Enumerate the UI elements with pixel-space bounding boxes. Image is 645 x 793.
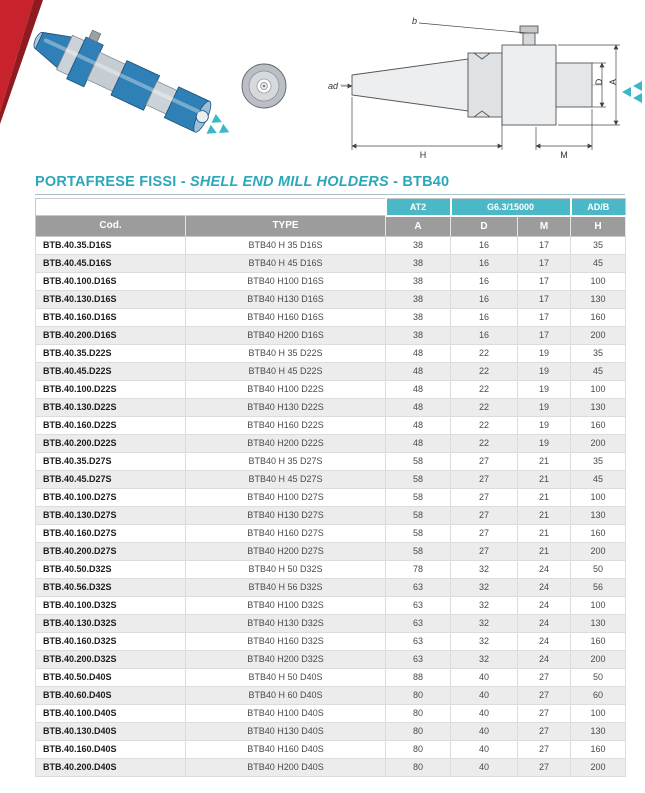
cod-cell: BTB.40.200.D32S (36, 650, 186, 668)
dim-h-cell: 56 (571, 578, 626, 596)
title-model: BTB40 (402, 174, 450, 190)
dim-a-cell: 38 (386, 272, 451, 290)
dim-a-cell: 88 (386, 668, 451, 686)
cod-cell: BTB.40.45.D22S (36, 362, 186, 380)
table-row (36, 254, 626, 272)
type-cell: BTB40 H 50 D32S (186, 560, 386, 578)
type-cell: BTB40 H100 D22S (186, 380, 386, 398)
cod-cell: BTB.40.45.D27S (36, 470, 186, 488)
dim-d-cell: 22 (451, 434, 518, 452)
dim-m-cell: 17 (518, 272, 571, 290)
cod-cell: BTB.40.50.D32S (36, 560, 186, 578)
cod-cell: BTB.40.200.D40S (36, 758, 186, 776)
dim-m-cell: 27 (518, 686, 571, 704)
table-row (36, 416, 626, 434)
table-row (36, 596, 626, 614)
cod-cell: BTB.40.200.D22S (36, 434, 186, 452)
dim-label-ad: ad (328, 81, 339, 91)
title-english: SHELL END MILL HOLDERS (190, 174, 389, 190)
type-cell: BTB40 H130 D27S (186, 506, 386, 524)
type-cell: BTB40 H 45 D27S (186, 470, 386, 488)
dim-d-cell: 32 (451, 596, 518, 614)
dim-label-m: M (560, 150, 568, 160)
cod-cell: BTB.40.100.D40S (36, 704, 186, 722)
dim-m-cell: 24 (518, 578, 571, 596)
type-cell: BTB40 H200 D16S (186, 326, 386, 344)
dim-d-cell: 27 (451, 488, 518, 506)
cod-cell: BTB.40.56.D32S (36, 578, 186, 596)
dim-h-cell: 35 (571, 236, 626, 254)
dim-m-cell: 19 (518, 434, 571, 452)
dim-a-cell: 38 (386, 326, 451, 344)
dim-h-cell: 200 (571, 326, 626, 344)
dim-h-cell: 160 (571, 632, 626, 650)
table-row (36, 758, 626, 776)
dim-h-cell: 45 (571, 254, 626, 272)
table-row (36, 506, 626, 524)
dim-m-cell: 24 (518, 560, 571, 578)
dim-d-cell: 32 (451, 650, 518, 668)
corner-ribbon (0, 0, 43, 124)
badge-at2: AT2 (386, 199, 451, 216)
dim-h-cell: 50 (571, 668, 626, 686)
cod-cell: BTB.40.60.D40S (36, 686, 186, 704)
dim-d-cell: 22 (451, 380, 518, 398)
dim-m-cell: 24 (518, 596, 571, 614)
type-cell: BTB40 H200 D40S (186, 758, 386, 776)
coolant-arrows-icon (622, 81, 642, 103)
dim-m-cell: 27 (518, 740, 571, 758)
table-row (36, 686, 626, 704)
dim-a-cell: 80 (386, 758, 451, 776)
table-row (36, 542, 626, 560)
dim-m-cell: 19 (518, 416, 571, 434)
table-row (36, 668, 626, 686)
type-cell: BTB40 H 56 D32S (186, 578, 386, 596)
type-cell: BTB40 H 35 D27S (186, 452, 386, 470)
type-cell: BTB40 H200 D27S (186, 542, 386, 560)
table-row (36, 272, 626, 290)
dim-d-cell: 40 (451, 668, 518, 686)
technical-drawings (0, 0, 645, 170)
dim-label-d: D (594, 78, 604, 86)
dim-m-cell: 19 (518, 344, 571, 362)
dim-d-cell: 32 (451, 614, 518, 632)
cod-cell: BTB.40.130.D27S (36, 506, 186, 524)
cod-cell: BTB.40.130.D40S (36, 722, 186, 740)
table-row (36, 362, 626, 380)
dim-a-cell: 58 (386, 452, 451, 470)
dim-a-cell: 48 (386, 362, 451, 380)
dim-m-cell: 27 (518, 758, 571, 776)
badge-row (36, 199, 626, 216)
table-row (36, 650, 626, 668)
dim-a-cell: 80 (386, 686, 451, 704)
product-table (35, 198, 626, 777)
table-row (36, 704, 626, 722)
dim-m-cell: 19 (518, 380, 571, 398)
dim-h-cell: 130 (571, 398, 626, 416)
type-cell: BTB40 H160 D22S (186, 416, 386, 434)
dim-h-cell: 200 (571, 758, 626, 776)
type-cell: BTB40 H 45 D16S (186, 254, 386, 272)
table-row (36, 560, 626, 578)
dim-d-cell: 22 (451, 398, 518, 416)
cod-cell: BTB.40.50.D40S (36, 668, 186, 686)
dim-a-cell: 48 (386, 398, 451, 416)
table-row (36, 236, 626, 254)
col-header-type: TYPE (186, 216, 386, 237)
dim-a-cell: 58 (386, 506, 451, 524)
dim-h-cell: 45 (571, 362, 626, 380)
dim-h-cell: 35 (571, 452, 626, 470)
dim-label-b: b (412, 16, 418, 26)
dim-a-cell: 78 (386, 560, 451, 578)
dim-d-cell: 16 (451, 290, 518, 308)
type-cell: BTB40 H160 D40S (186, 740, 386, 758)
dim-a-cell: 58 (386, 470, 451, 488)
dim-m-cell: 24 (518, 614, 571, 632)
type-cell: BTB40 H160 D27S (186, 524, 386, 542)
dim-a-cell: 80 (386, 740, 451, 758)
badge-balance: G6.3/15000 (451, 199, 571, 216)
dim-a-cell: 58 (386, 524, 451, 542)
dim-d-cell: 32 (451, 578, 518, 596)
dim-a-cell: 38 (386, 290, 451, 308)
cod-cell: BTB.40.200.D27S (36, 542, 186, 560)
col-header-cod: Cod. (36, 216, 186, 237)
dim-m-cell: 21 (518, 506, 571, 524)
dim-d-cell: 40 (451, 722, 518, 740)
type-cell: BTB40 H130 D16S (186, 290, 386, 308)
dim-h-cell: 130 (571, 614, 626, 632)
dim-h-cell: 100 (571, 704, 626, 722)
cod-cell: BTB.40.100.D27S (36, 488, 186, 506)
dim-a-cell: 80 (386, 704, 451, 722)
table-body (36, 236, 626, 776)
dim-h-cell: 100 (571, 488, 626, 506)
table-row (36, 578, 626, 596)
cod-cell: BTB.40.160.D27S (36, 524, 186, 542)
dim-m-cell: 17 (518, 236, 571, 254)
dim-a-cell: 48 (386, 434, 451, 452)
cod-cell: BTB.40.45.D16S (36, 254, 186, 272)
table-row (36, 344, 626, 362)
dim-m-cell: 17 (518, 326, 571, 344)
dim-h-cell: 60 (571, 686, 626, 704)
dim-h-cell: 130 (571, 722, 626, 740)
table-row (36, 488, 626, 506)
type-cell: BTB40 H100 D16S (186, 272, 386, 290)
dim-m-cell: 21 (518, 452, 571, 470)
dim-a-cell: 58 (386, 488, 451, 506)
dim-h-cell: 100 (571, 380, 626, 398)
table-row (36, 290, 626, 308)
dim-m-cell: 27 (518, 722, 571, 740)
col-header-h: H (571, 216, 626, 237)
dim-h-cell: 200 (571, 650, 626, 668)
dim-d-cell: 27 (451, 506, 518, 524)
col-header-a: A (386, 216, 451, 237)
cod-cell: BTB.40.35.D16S (36, 236, 186, 254)
dim-h-cell: 160 (571, 416, 626, 434)
type-cell: BTB40 H 45 D22S (186, 362, 386, 380)
dim-m-cell: 21 (518, 524, 571, 542)
table-row (36, 614, 626, 632)
dim-a-cell: 63 (386, 596, 451, 614)
dim-a-cell: 63 (386, 632, 451, 650)
cod-cell: BTB.40.160.D22S (36, 416, 186, 434)
type-cell: BTB40 H130 D40S (186, 722, 386, 740)
coolant-arrows-icon (207, 114, 234, 142)
front-view-drawing (242, 64, 286, 108)
dim-d-cell: 22 (451, 416, 518, 434)
dim-a-cell: 63 (386, 614, 451, 632)
title-underline (35, 194, 625, 195)
dim-m-cell: 17 (518, 290, 571, 308)
dim-m-cell: 19 (518, 398, 571, 416)
type-cell: BTB40 H130 D32S (186, 614, 386, 632)
dim-d-cell: 27 (451, 542, 518, 560)
cod-cell: BTB.40.100.D16S (36, 272, 186, 290)
dim-m-cell: 17 (518, 308, 571, 326)
dim-m-cell: 24 (518, 650, 571, 668)
dim-d-cell: 27 (451, 470, 518, 488)
cod-cell: BTB.40.160.D32S (36, 632, 186, 650)
dim-h-cell: 200 (571, 434, 626, 452)
side-view-drawing (340, 26, 604, 125)
type-cell: BTB40 H200 D32S (186, 650, 386, 668)
table-row (36, 326, 626, 344)
cod-cell: BTB.40.200.D16S (36, 326, 186, 344)
dim-d-cell: 27 (451, 524, 518, 542)
dim-d-cell: 22 (451, 344, 518, 362)
dim-h-cell: 100 (571, 272, 626, 290)
table-header-row (36, 216, 626, 237)
dim-m-cell: 21 (518, 542, 571, 560)
table-row (36, 308, 626, 326)
cod-cell: BTB.40.130.D22S (36, 398, 186, 416)
type-cell: BTB40 H160 D32S (186, 632, 386, 650)
type-cell: BTB40 H160 D16S (186, 308, 386, 326)
dim-m-cell: 24 (518, 632, 571, 650)
cod-cell: BTB.40.160.D40S (36, 740, 186, 758)
table-row (36, 380, 626, 398)
dim-d-cell: 32 (451, 560, 518, 578)
dim-h-cell: 100 (571, 596, 626, 614)
cod-cell: BTB.40.35.D27S (36, 452, 186, 470)
dim-a-cell: 38 (386, 236, 451, 254)
type-cell: BTB40 H 50 D40S (186, 668, 386, 686)
dim-m-cell: 19 (518, 362, 571, 380)
dim-m-cell: 27 (518, 704, 571, 722)
type-cell: BTB40 H 35 D22S (186, 344, 386, 362)
table-row (36, 470, 626, 488)
cod-cell: BTB.40.35.D22S (36, 344, 186, 362)
dim-a-cell: 38 (386, 254, 451, 272)
dim-label-h: H (419, 150, 427, 160)
col-header-m: M (518, 216, 571, 237)
type-cell: BTB40 H 35 D16S (186, 236, 386, 254)
dim-m-cell: 21 (518, 470, 571, 488)
type-cell: BTB40 H100 D32S (186, 596, 386, 614)
dim-d-cell: 40 (451, 758, 518, 776)
dim-h-cell: 160 (571, 740, 626, 758)
table-row (36, 722, 626, 740)
dim-d-cell: 16 (451, 308, 518, 326)
table-row (36, 398, 626, 416)
dim-h-cell: 45 (571, 470, 626, 488)
dim-h-cell: 160 (571, 308, 626, 326)
dim-m-cell: 27 (518, 668, 571, 686)
col-header-d: D (451, 216, 518, 237)
dim-a-cell: 63 (386, 650, 451, 668)
dim-d-cell: 16 (451, 326, 518, 344)
dim-a-cell: 80 (386, 722, 451, 740)
dim-d-cell: 40 (451, 686, 518, 704)
dim-d-cell: 40 (451, 740, 518, 758)
dim-d-cell: 40 (451, 704, 518, 722)
table-row (36, 434, 626, 452)
dim-a-cell: 48 (386, 416, 451, 434)
table-row (36, 452, 626, 470)
dim-m-cell: 17 (518, 254, 571, 272)
cod-cell: BTB.40.130.D32S (36, 614, 186, 632)
dim-a-cell: 48 (386, 344, 451, 362)
dim-d-cell: 16 (451, 236, 518, 254)
cod-cell: BTB.40.100.D32S (36, 596, 186, 614)
dim-h-cell: 50 (571, 560, 626, 578)
dim-m-cell: 21 (518, 488, 571, 506)
cod-cell: BTB.40.100.D22S (36, 380, 186, 398)
dim-h-cell: 130 (571, 290, 626, 308)
dim-a-cell: 63 (386, 578, 451, 596)
type-cell: BTB40 H130 D22S (186, 398, 386, 416)
dim-h-cell: 130 (571, 506, 626, 524)
isometric-view-drawing (26, 10, 221, 140)
dim-a-cell: 58 (386, 542, 451, 560)
dim-d-cell: 32 (451, 632, 518, 650)
title-italian: PORTAFRESE FISSI (35, 174, 177, 190)
table-row (36, 740, 626, 758)
dim-d-cell: 22 (451, 362, 518, 380)
dim-d-cell: 16 (451, 272, 518, 290)
type-cell: BTB40 H100 D40S (186, 704, 386, 722)
dim-d-cell: 27 (451, 452, 518, 470)
cod-cell: BTB.40.160.D16S (36, 308, 186, 326)
type-cell: BTB40 H200 D22S (186, 434, 386, 452)
dim-h-cell: 200 (571, 542, 626, 560)
type-cell: BTB40 H100 D27S (186, 488, 386, 506)
dim-a-cell: 38 (386, 308, 451, 326)
dim-label-a: A (608, 78, 618, 86)
table-row (36, 524, 626, 542)
dim-a-cell: 48 (386, 380, 451, 398)
table-row (36, 632, 626, 650)
type-cell: BTB40 H 60 D40S (186, 686, 386, 704)
badge-adb: AD/B (571, 199, 626, 216)
dim-h-cell: 160 (571, 524, 626, 542)
dim-h-cell: 35 (571, 344, 626, 362)
cod-cell: BTB.40.130.D16S (36, 290, 186, 308)
dim-d-cell: 16 (451, 254, 518, 272)
page-title: PORTAFRESE FISSI - SHELL END MILL HOLDERS - BTB40 (35, 174, 450, 190)
